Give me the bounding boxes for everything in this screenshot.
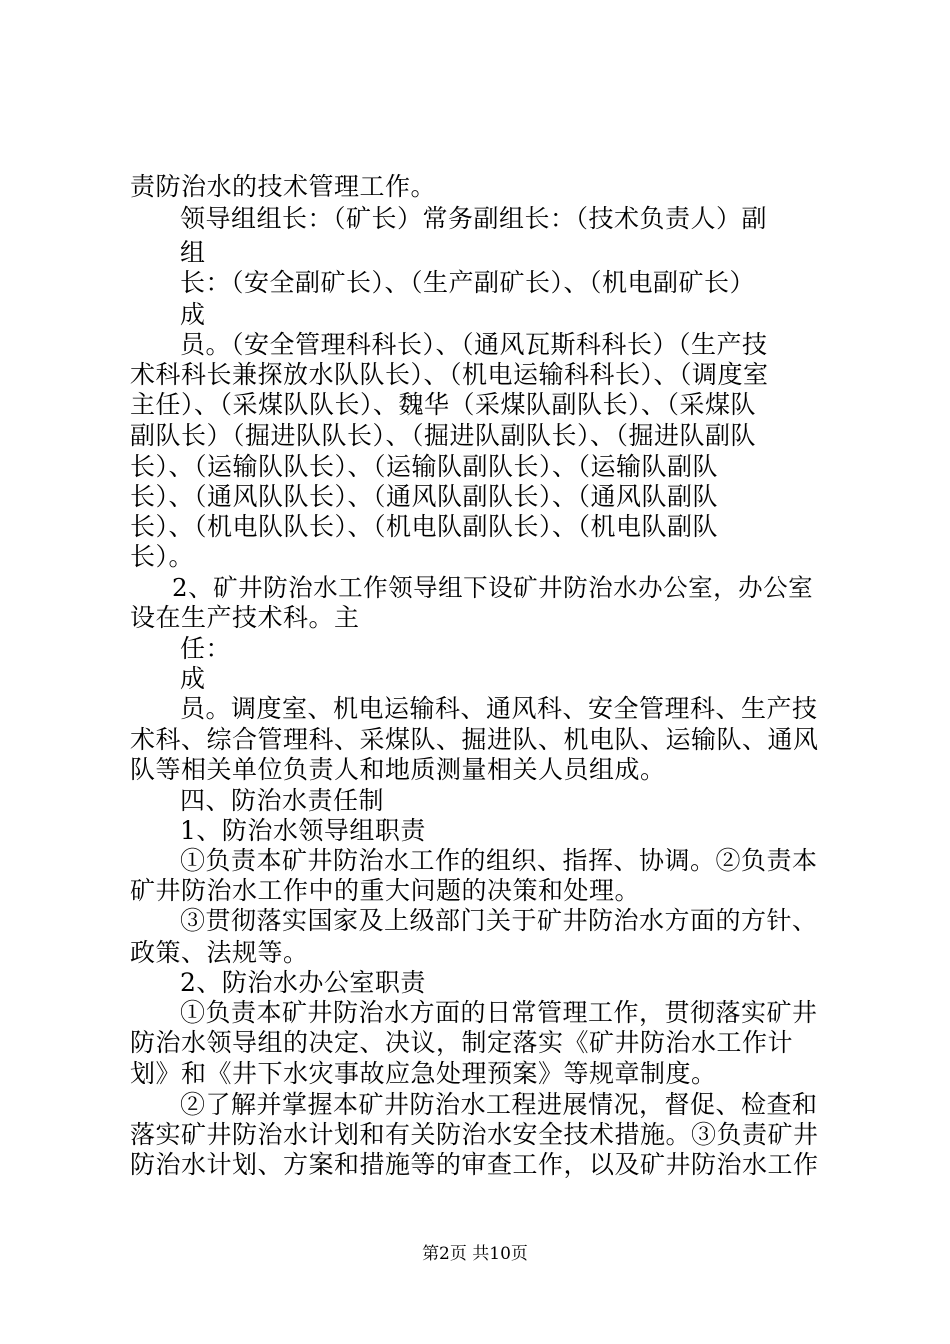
text-line: 长）、（通风队队长）、（通风队副队长）、（通风队副队 (130, 482, 719, 511)
text-line: 矿井防治水工作中的重大问题的决策和处理。 (130, 876, 641, 905)
text-line: 设在生产技术科。主 (130, 603, 360, 632)
text-line: ①负责本矿井防治水工作的组织、指挥、协调。②负责本 (180, 846, 818, 875)
text-line: 防治水领导组的决定、决议，制定落实《矿井防治水工作计 (130, 1028, 794, 1057)
text-line: 长）、（运输队队长）、（运输队副队长）、（运输队副队 (130, 452, 719, 481)
text-line: 防治水计划、方案和措施等的审查工作，以及矿井防治水工作 (130, 1150, 819, 1179)
text-line: 2、矿井防治水工作领导组下设矿井防治水办公室，办公室 (172, 573, 814, 602)
text-line: 术科科长兼探放水队队长）、（机电运输科科长）、（调度室 (130, 360, 769, 389)
text-line: 政策、法规等。 (130, 938, 309, 967)
text-line: 员。（安全管理科科长）、（通风瓦斯科科长）（生产技 (180, 330, 768, 359)
text-line: 组 (180, 238, 206, 267)
text-line: 成 (180, 664, 206, 693)
text-line: 1、防治水领导组职责 (180, 816, 426, 845)
text-line: ③贯彻落实国家及上级部门关于矿井防治水方面的方针、 (180, 906, 818, 935)
text-line: 责防治水的技术管理工作。 (130, 172, 437, 201)
text-line: 长）、（机电队队长）、（机电队副队长）、（机电队副队 (130, 512, 719, 541)
text-line: 长：（安全副矿长）、（生产副矿长）、（机电副矿长） (180, 268, 756, 297)
text-line: 成 (180, 300, 206, 329)
text-line: 2、防治水办公室职责 (180, 968, 426, 997)
text-line: 落实矿井防治水计划和有关防治水安全技术措施。③负责矿井 (130, 1120, 819, 1149)
text-line: ②了解并掌握本矿井防治水工程进展情况，督促、检查和 (180, 1090, 818, 1119)
page-footer: 第2页 共10页 (422, 1244, 528, 1264)
text-line: 四、防治水责任制 (180, 786, 385, 815)
text-line: 长）。 (130, 542, 195, 571)
text-line: 副队长）（掘进队队长）、（掘进队副队长）、（掘进队副队 (130, 421, 757, 450)
text-line: 主任）、（采煤队队长）、魏华（采煤队副队长）、（采煤队 (130, 390, 757, 419)
text-line: 队等相关单位负责人和地质测量相关人员组成。 (130, 755, 666, 784)
text-line: ①负责本矿井防治水方面的日常管理工作，贯彻落实矿井 (180, 998, 818, 1027)
text-line: 术科、综合管理科、采煤队、掘进队、机电队、运输队、通风 (130, 725, 819, 754)
text-line: 员。调度室、机电运输科、通风科、安全管理科、生产技 (180, 694, 818, 723)
text-line: 划》和《井下水灾事故应急处理预案》等规章制度。 (130, 1059, 717, 1088)
text-line: 领导组组长：（矿长）常务副组长：（技术负责人）副 (180, 204, 768, 233)
text-line: 任： (180, 634, 232, 663)
